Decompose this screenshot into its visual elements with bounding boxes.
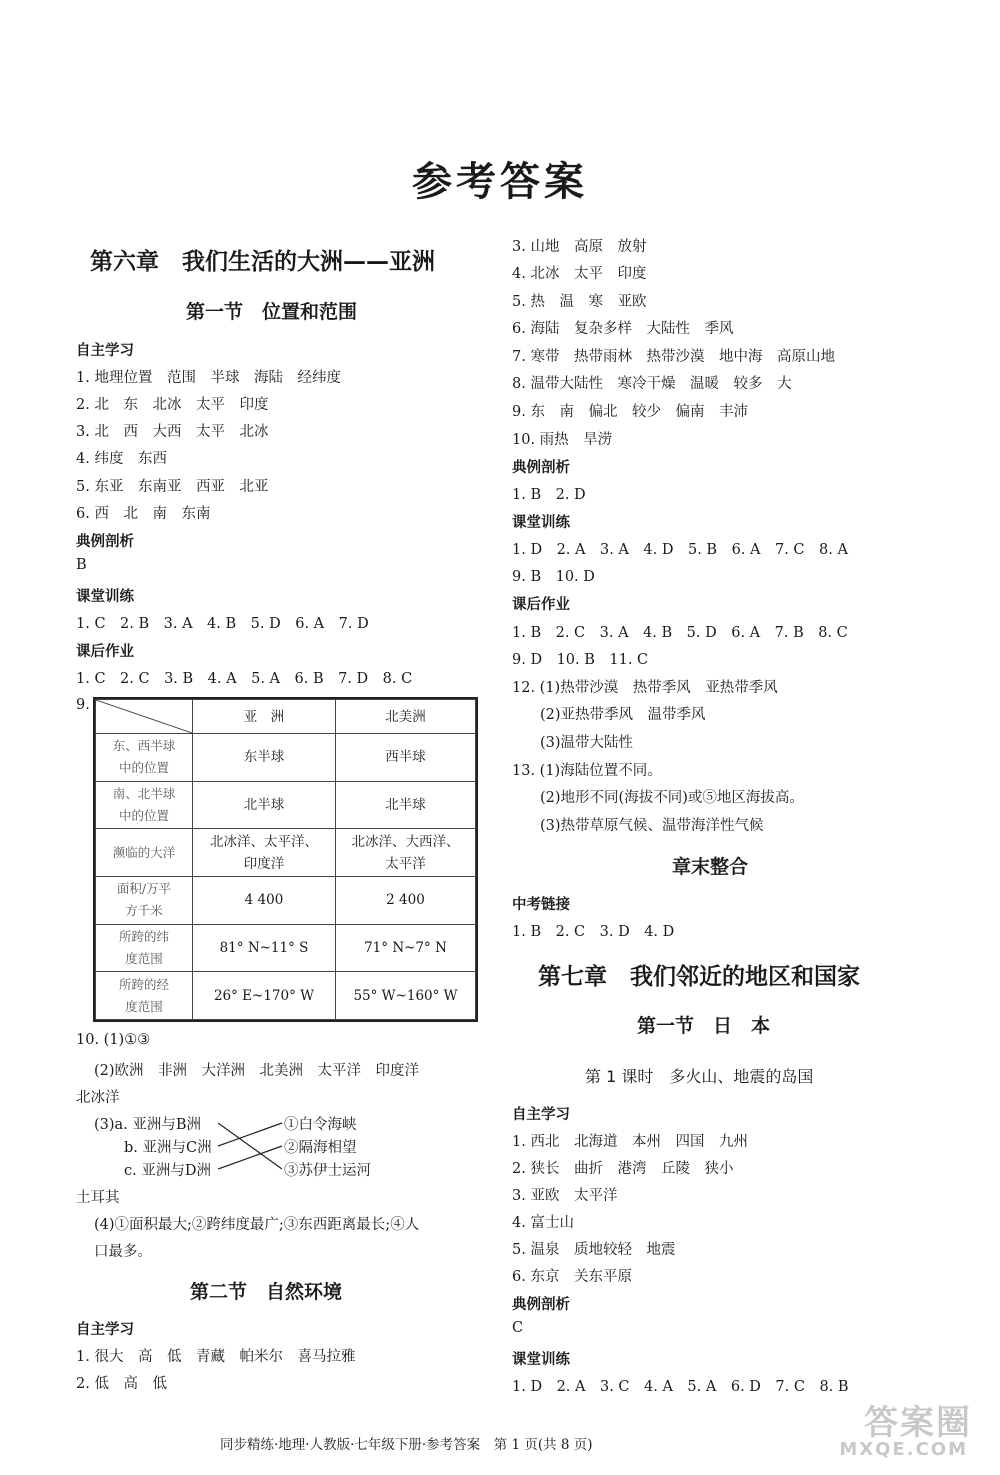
table-cell: 东半球 bbox=[193, 734, 336, 782]
watermark-logo bbox=[822, 1395, 972, 1465]
answer-line: 3. 北 西 大西 太平 北冰 bbox=[76, 424, 269, 440]
answer-line: 1. D 2. A 3. C 4. A 5. A 6. D 7. C 8. B bbox=[512, 1379, 849, 1395]
answer-line: (2)地形不同(海拔不同)或⑤地区海拔高。 bbox=[540, 790, 804, 806]
answer-line: 3. 亚欧 太平洋 bbox=[512, 1188, 618, 1204]
answer-line: 2. 北 东 北冰 太平 印度 bbox=[76, 397, 269, 413]
answer-line: 5. 热 温 寒 亚欧 bbox=[512, 294, 647, 310]
section-japan-heading: 第一节 日 本 bbox=[637, 1015, 771, 1037]
row-label: 度范围 bbox=[125, 998, 163, 1014]
comparison-table bbox=[93, 697, 478, 1022]
row-label: 中的位置 bbox=[118, 807, 169, 823]
subheading-class: 课堂训练 bbox=[512, 515, 570, 531]
watermark-text: 答案圈 bbox=[864, 1403, 972, 1443]
answer-line: 1. B 2. D bbox=[512, 487, 586, 503]
answer-line: 4. 纬度 东西 bbox=[76, 451, 167, 467]
table-row bbox=[96, 924, 476, 972]
chapter-summary-heading: 章末整合 bbox=[672, 856, 749, 878]
answer-line: (3)热带草原气候、温带海洋性气候 bbox=[540, 818, 764, 834]
answer-line: 8. 温带大陆性 寒冷干燥 温暖 较多 大 bbox=[512, 376, 792, 392]
subheading-class: 课堂训练 bbox=[512, 1352, 570, 1368]
answer-line: 北冰洋 bbox=[76, 1090, 120, 1106]
table-cell: 26° E~170° W bbox=[193, 972, 336, 1020]
answer-line: 10. (1)①③ bbox=[76, 1032, 151, 1048]
row-label: 南、北半球 bbox=[112, 785, 176, 801]
answer-line: 1. C 2. C 3. B 4. A 5. A 6. B 7. D 8. C bbox=[76, 671, 413, 687]
answer-line: 2. 狭长 曲折 港湾 丘陵 狭小 bbox=[512, 1161, 734, 1177]
answer-line: 4. 北冰 太平 印度 bbox=[512, 266, 647, 282]
answer-line: 1. B 2. C 3. A 4. B 5. D 6. A 7. B 8. C bbox=[512, 625, 848, 641]
answer-line: (4)①面积最大;②跨纬度最广;③东西距离最长;④人 bbox=[94, 1217, 420, 1233]
answer-line: 1. 很大 高 低 青藏 帕米尔 喜马拉雅 bbox=[76, 1349, 356, 1365]
table-header-asia: 亚 洲 bbox=[193, 700, 336, 734]
match-right-1: ①白令海峡 bbox=[284, 1117, 357, 1133]
subheading-self-study: 自主学习 bbox=[512, 1107, 570, 1123]
table-row bbox=[96, 829, 476, 877]
table-header-na: 北美洲 bbox=[336, 700, 476, 734]
answer-line: 13. (1)海陆位置不同。 bbox=[512, 763, 662, 779]
answer-line: 6. 海陆 复杂多样 大陆性 季风 bbox=[512, 321, 734, 337]
table-row bbox=[96, 972, 476, 1020]
answer-line: 10. 雨热 旱涝 bbox=[512, 432, 613, 448]
section-2-heading: 第二节 自然环境 bbox=[190, 1281, 343, 1303]
matching-lines bbox=[218, 1110, 284, 1182]
answer-line: 口最多。 bbox=[94, 1244, 152, 1260]
page-footer: 同步精练·地理·人教版·七年级下册·参考答案 第 1 页(共 8 页) bbox=[220, 1437, 593, 1453]
table-cell: 太平洋 bbox=[385, 855, 426, 872]
answer-line: 1. C 2. B 3. A 4. B 5. D 6. A 7. D bbox=[76, 616, 369, 632]
subheading-exam-link: 中考链接 bbox=[512, 897, 570, 913]
answer-line: 7. 寒带 热带雨林 热带沙漠 地中海 高原山地 bbox=[512, 349, 835, 365]
table-cell: 西半球 bbox=[336, 734, 476, 782]
table-cell: 55° W~160° W bbox=[336, 972, 476, 1020]
match-right-3: ③苏伊士运河 bbox=[284, 1163, 371, 1179]
table-cell: 4 400 bbox=[193, 876, 336, 924]
subheading-example: 典例剖析 bbox=[512, 460, 570, 476]
table-cell: 北半球 bbox=[336, 781, 476, 829]
table-cell: 印度洋 bbox=[243, 855, 285, 872]
table-cell: 71° N~7° N bbox=[336, 924, 476, 972]
answer-line: 1. D 2. A 3. A 4. D 5. B 6. A 7. C 8. A bbox=[512, 542, 848, 558]
row-label: 度范围 bbox=[125, 950, 163, 966]
subheading-homework: 课后作业 bbox=[512, 597, 570, 613]
lesson-heading: 第 1 课时 多火山、地震的岛国 bbox=[585, 1067, 814, 1086]
table-corner-cell bbox=[96, 700, 193, 734]
answer-line: 12. (1)热带沙漠 热带季风 亚热带季风 bbox=[512, 680, 778, 696]
subheading-homework: 课后作业 bbox=[76, 644, 134, 660]
match-left-b: b. 亚洲与C洲 bbox=[124, 1140, 212, 1156]
answer-line: B bbox=[76, 557, 87, 573]
table-cell: 81° N~11° S bbox=[193, 924, 336, 972]
answer-line: 1. B 2. C 3. D 4. D bbox=[512, 924, 675, 940]
question-9-number: 9. bbox=[76, 697, 90, 713]
row-label: 所跨的经 bbox=[118, 976, 169, 992]
answer-line: 6. 东京 关东平原 bbox=[512, 1269, 632, 1285]
answer-line: 3. 山地 高原 放射 bbox=[512, 239, 647, 255]
answer-line: (2)亚热带季风 温带季风 bbox=[540, 707, 706, 723]
watermark-url: MXQE.COM bbox=[839, 1439, 968, 1460]
answer-line: C bbox=[512, 1320, 524, 1336]
match-right-2: ②隔海相望 bbox=[284, 1140, 357, 1156]
subheading-self-study: 自主学习 bbox=[76, 1322, 134, 1338]
subheading-example: 典例剖析 bbox=[512, 1297, 570, 1313]
table-cell: 2 400 bbox=[336, 876, 476, 924]
table-row bbox=[96, 734, 476, 782]
table-cell: 北冰洋、大西洋、 bbox=[351, 833, 460, 850]
match-left-c: c. 亚洲与D洲 bbox=[124, 1163, 211, 1179]
table-cell: 北半球 bbox=[193, 781, 336, 829]
answer-line: 土耳其 bbox=[76, 1190, 120, 1206]
answer-line: 6. 西 北 南 东南 bbox=[76, 506, 211, 522]
table-cell: 北冰洋、太平洋、 bbox=[210, 833, 318, 850]
answer-line: 5. 温泉 质地较轻 地震 bbox=[512, 1242, 676, 1258]
row-label: 面积/万平 bbox=[116, 881, 172, 897]
answer-line: 1. 地理位置 范围 半球 海陆 经纬度 bbox=[76, 370, 341, 386]
table-row bbox=[96, 876, 476, 924]
subheading-example: 典例剖析 bbox=[76, 534, 134, 550]
section-1-heading: 第一节 位置和范围 bbox=[186, 301, 358, 323]
subheading-self-study: 自主学习 bbox=[76, 343, 134, 359]
answer-line: 2. 低 高 低 bbox=[76, 1376, 167, 1392]
match-left-a: (3)a. 亚洲与B洲 bbox=[94, 1117, 202, 1133]
answer-line: 9. B 10. D bbox=[512, 569, 595, 585]
answer-line: 5. 东亚 东南亚 西亚 北亚 bbox=[76, 479, 269, 495]
answer-line: 4. 富士山 bbox=[512, 1215, 574, 1231]
chapter-7-heading: 第七章 我们邻近的地区和国家 bbox=[538, 964, 860, 990]
row-label: 中的位置 bbox=[118, 760, 169, 776]
answer-line: 9. 东 南 偏北 较少 偏南 丰沛 bbox=[512, 404, 748, 420]
answer-line: 9. D 10. B 11. C bbox=[512, 652, 649, 668]
row-label: 东、西半球 bbox=[112, 738, 176, 754]
answer-line: (3)温带大陆性 bbox=[540, 735, 634, 751]
chapter-6-heading: 第六章 我们生活的大洲——亚洲 bbox=[90, 249, 435, 275]
table-row bbox=[96, 781, 476, 829]
page-title: 参考答案 bbox=[412, 158, 588, 205]
row-label: 濒临的大洋 bbox=[112, 844, 176, 860]
row-label: 所跨的纬 bbox=[118, 928, 169, 944]
answer-line: 1. 西北 北海道 本州 四国 九州 bbox=[512, 1134, 748, 1150]
subheading-class: 课堂训练 bbox=[76, 589, 134, 605]
answer-line: (2)欧洲 非洲 大洋洲 北美洲 太平洋 印度洋 bbox=[94, 1063, 420, 1079]
row-label: 方千米 bbox=[125, 903, 163, 919]
